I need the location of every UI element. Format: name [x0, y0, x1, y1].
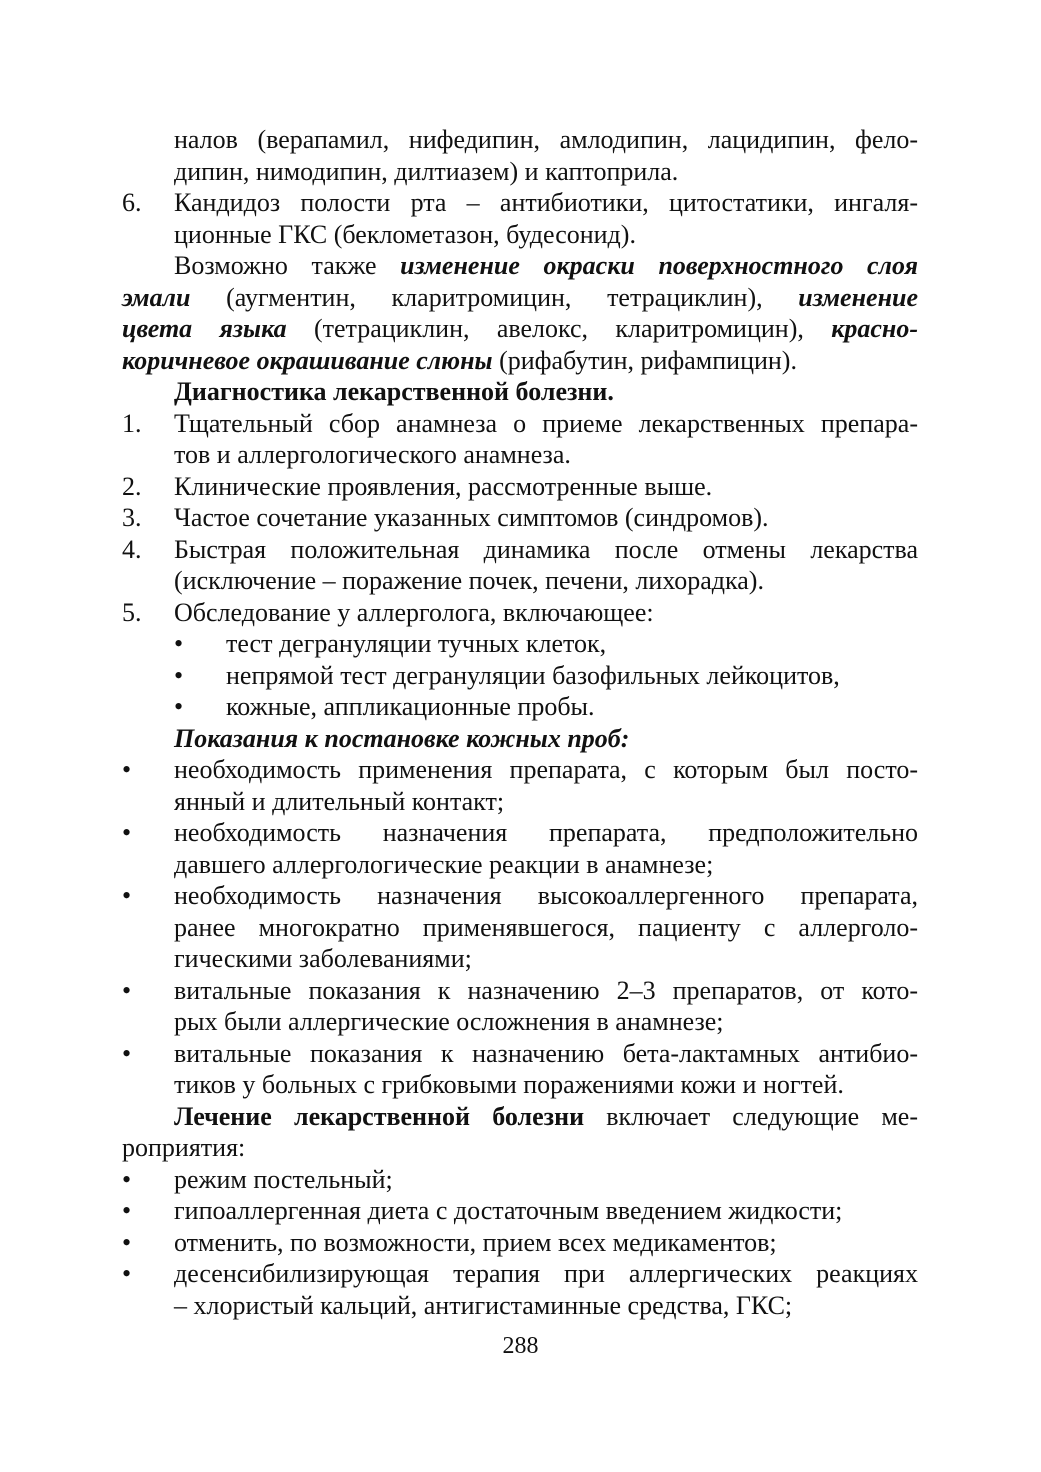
- text-line: ционные ГКС (беклометазон, будесонид).: [174, 219, 636, 249]
- bullet-item: • гипоаллергенная диета с достаточным введением жидкости;: [122, 1196, 843, 1225]
- bullet: •: [174, 692, 184, 721]
- emphasis: цвета языка: [122, 314, 287, 343]
- sub-list-item: • кожные, аппликационные пробы.: [174, 692, 595, 721]
- bullet: •: [122, 755, 132, 784]
- numbered-item: 1. Тщательный сбор анамнеза о приеме лекарственных препара-: [122, 408, 918, 438]
- numbered-item: 6. Кандидоз полости рта – антибиотики, цитостатики, ингаля-: [122, 188, 918, 217]
- bullet: •: [122, 1227, 132, 1257]
- sub-list-item: • тест дегрануляции тучных клеток,: [174, 629, 607, 658]
- paragraph-line: коричневое окрашивание слюны (рифабутин, рифампицин).: [122, 345, 797, 375]
- bullet-item: • отменить, по возможности, прием всех медикаментов;: [122, 1227, 777, 1257]
- bullet: •: [122, 881, 132, 910]
- text-line: ранее многократно применявшегося, пациенту с аллерголо-: [174, 912, 918, 942]
- emphasis: красно-: [831, 314, 918, 343]
- item-number: 1.: [122, 408, 142, 438]
- text-line: янный и длительный контакт;: [174, 786, 505, 816]
- item-number: 5.: [122, 597, 142, 627]
- bullet: •: [122, 818, 132, 847]
- numbered-item: 2. Клинические проявления, рассмотренные выше.: [122, 471, 713, 501]
- text-line: налов (верапамил, нифедипин, амлодипин, лацидипин, фело-: [174, 125, 918, 154]
- paragraph-line: Возможно также изменение окраски поверхностного слоя: [174, 251, 918, 280]
- bullet-item: • режим постельный;: [122, 1164, 393, 1194]
- bullet: •: [174, 629, 184, 658]
- numbered-item: 5. Обследование у аллерголога, включающее:: [122, 597, 654, 627]
- text-line: дипин, нимодипин, дилтиазем) и каптоприла.: [174, 156, 679, 186]
- item-number: 4.: [122, 534, 142, 564]
- bullet-item: • необходимость назначения высокоаллергенного препарата,: [122, 881, 918, 910]
- page-body: [122, 124, 918, 1321]
- text-line: – хлористый кальций, антигистаминные средства, ГКС;: [174, 1290, 793, 1320]
- bullet: •: [122, 1164, 132, 1194]
- subsection-heading: Показания к постановке кожных проб:: [174, 723, 630, 753]
- text-line: рых были аллергические осложнения в анамнезе;: [174, 1007, 724, 1036]
- text-line: давшего аллергологические реакции в анамнезе;: [174, 849, 714, 879]
- bullet-item: • витальные показания к назначению 2–3 препаратов, от кото-: [122, 975, 918, 1005]
- numbered-item: 3. Частое сочетание указанных симптомов (синдромов).: [122, 503, 769, 532]
- text-line: тов и аллергологического анамнеза.: [174, 440, 571, 469]
- text-line: гическими заболеваниями;: [174, 944, 472, 973]
- emphasis: коричневое окрашивание слюны: [122, 345, 493, 375]
- bullet-item: • десенсибилизирующая терапия при аллергических реакциях: [122, 1259, 918, 1288]
- text-line: (исключение – поражение почек, печени, лихорадка).: [174, 566, 764, 595]
- bullet-item: • необходимость назначения препарата, предположительно: [122, 818, 918, 847]
- bullet-item: • витальные показания к назначению бета-лактамных антибио-: [122, 1038, 918, 1068]
- section-heading: Диагностика лекарственной болезни.: [174, 377, 614, 406]
- bullet: •: [122, 1038, 132, 1068]
- numbered-item: 4. Быстрая положительная динамика после отмены лекарства: [122, 534, 918, 564]
- item-number: 2.: [122, 471, 142, 501]
- paragraph-line: эмали (аугментин, кларитромицин, тетрациклин), изменение: [122, 282, 918, 312]
- bullet: •: [122, 1259, 132, 1288]
- bullet: •: [122, 975, 132, 1005]
- emphasis: Лечение лекарственной болезни: [174, 1101, 585, 1131]
- bullet: •: [174, 660, 184, 690]
- item-number: 3.: [122, 503, 142, 532]
- paragraph-line: Лечение лекарственной болезни включает следующие ме-: [174, 1101, 918, 1131]
- page-number: 288: [502, 1333, 539, 1359]
- emphasis: эмали: [122, 282, 191, 312]
- emphasis: изменение окраски поверхностного слоя: [400, 251, 918, 280]
- emphasis: изменение: [798, 282, 918, 312]
- sub-list-item: • непрямой тест дегрануляции базофильных лейкоцитов,: [174, 660, 840, 690]
- bullet-item: • необходимость применения препарата, с которым был посто-: [122, 755, 918, 784]
- item-number: 6.: [122, 188, 142, 217]
- text-line: тиков у больных с грибковыми поражениями кожи и ногтей.: [174, 1070, 844, 1099]
- bullet: •: [122, 1196, 132, 1225]
- paragraph-line: цвета языка (тетрациклин, авелокс, кларитромицин), красно-: [122, 314, 918, 343]
- paragraph-line: роприятия:: [122, 1133, 246, 1162]
